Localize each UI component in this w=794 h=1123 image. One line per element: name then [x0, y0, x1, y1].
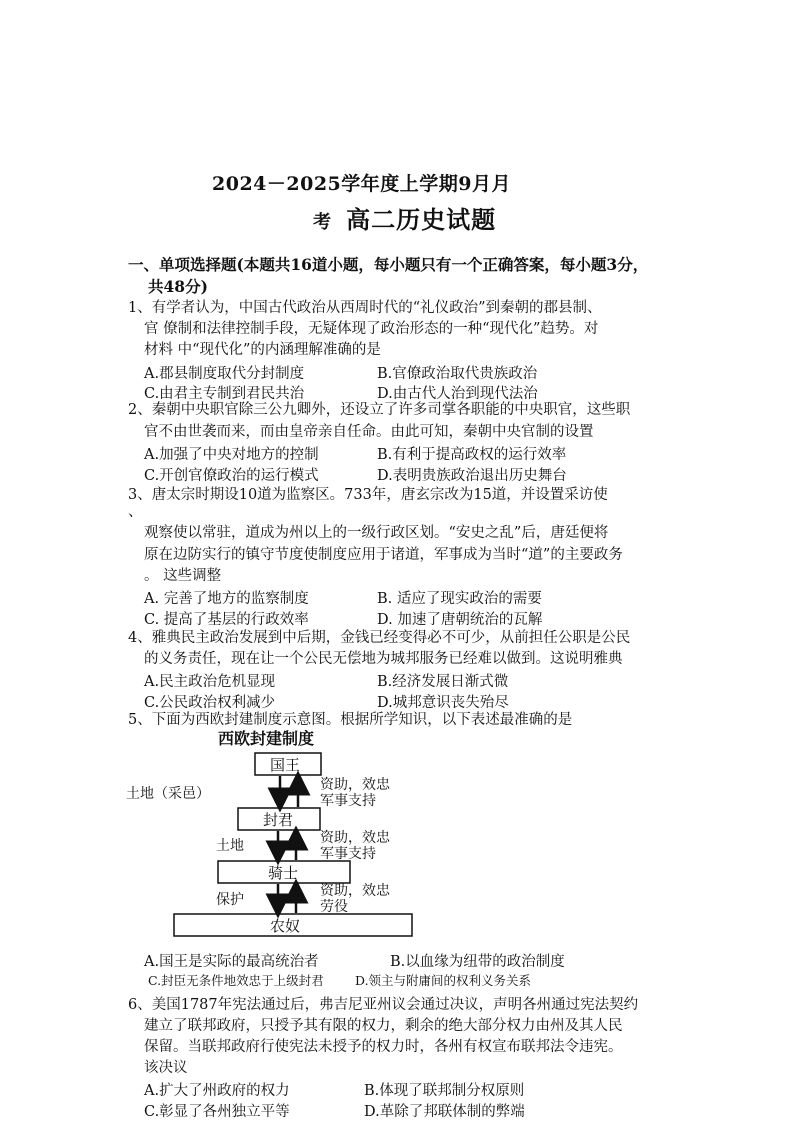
question-2-option-d[interactable]: D.表明贵族政治退出历史舞台 — [377, 468, 567, 484]
question-5-option-a[interactable]: A.国王是实际的最高统治者 — [144, 954, 319, 970]
section-heading: 一、单项选择题(本题共16道小题，每小题只有一个正确答案，每小题3分， — [128, 255, 649, 274]
right-label-1b: 军事支持 — [320, 793, 376, 809]
right-label-3b: 劳役 — [320, 899, 348, 915]
right-label-2b: 军事支持 — [320, 846, 376, 862]
right-label-2a: 资助，效忠 — [320, 830, 390, 846]
question-4-option-c[interactable]: C.公民政治权利减少 — [144, 695, 276, 711]
exam-title-line1: 2024－2025学年度上学期9月月 — [212, 173, 511, 195]
question-5-option-d[interactable]: D.领主与附庸间的权利义务关系 — [355, 973, 532, 988]
question-3-line-4: 原在边防实行的镇守节度使制度应用于诸道，军事成为当时“道”的主要政务 — [144, 547, 623, 563]
question-2-option-c[interactable]: C.开创官僚政治的运行模式 — [144, 468, 319, 484]
diagram-title: 西欧封建制度 — [218, 729, 315, 748]
question-3-line-3: 观察使以常驻，道成为州以上的一级行政区划。“安史之乱”后，唐廷便将 — [144, 525, 609, 541]
question-2-option-a[interactable]: A.加强了中央对地方的控制 — [144, 447, 319, 463]
question-4-option-d[interactable]: D.城邦意识丧失殆尽 — [377, 695, 509, 711]
question-2-option-b[interactable]: B.有利于提高政权的运行效率 — [377, 447, 567, 463]
question-1-line-3: 材料 中“现代化”的内涵理解准确的是 — [144, 342, 381, 358]
section-heading-cont: 共48分) — [148, 277, 208, 296]
question-4-line-1: 4、雅典民主政治发展到中后期，金钱已经变得必不可少，从前担任公职是公民 — [128, 630, 631, 646]
exam-title-main: 高二历史试题 — [346, 205, 497, 234]
exam-title-prefix: 考 — [313, 212, 331, 233]
left-label-1: 土地（采邑） — [126, 786, 210, 802]
question-6-line-1: 6、美国1787年宪法通过后，弗吉尼亚州议会通过决议，声明各州通过宪法契约 — [128, 997, 639, 1013]
question-1-option-d[interactable]: D.由古代人治到现代法治 — [377, 386, 538, 402]
question-2-line-1: 2、秦朝中央职官除三公九卿外，还设立了许多司掌各职能的中央职官，这些职 — [128, 402, 631, 418]
question-1-option-c[interactable]: C.由君主专制到君民共治 — [144, 386, 305, 402]
level-king: 国王 — [270, 756, 301, 774]
question-6-option-c[interactable]: C.彰显了各州独立平等 — [144, 1104, 290, 1120]
question-3-line-5: 。 这些调整 — [144, 568, 222, 584]
question-1-line-1: 1、有学者认为，中国古代政治从西周时代的“礼仪政治”到秦朝的郡县制、 — [128, 300, 602, 316]
question-3-option-b[interactable]: B. 适应了现实政治的需要 — [377, 591, 542, 607]
question-5-option-b[interactable]: B.以血缘为纽带的政治制度 — [390, 954, 565, 970]
question-6-option-b[interactable]: B.体现了联邦制分权原则 — [364, 1083, 525, 1099]
left-label-3: 保护 — [216, 892, 244, 908]
question-4-option-a[interactable]: A.民主政治危机显现 — [144, 674, 276, 690]
question-6-line-2: 建立了联邦政府，只授予其有限的权力，剩余的绝大部分权力由州及其人民 — [144, 1018, 623, 1034]
question-4-line-2: 的义务责任，现在让一个公民无偿地为城邦服务已经难以做到。这说明雅典 — [144, 651, 623, 667]
question-1-line-2: 官 僚制和法律控制手段，无疑体现了政治形态的一种“现代化”趋势。对 — [144, 321, 599, 337]
arrow-pair-3 — [278, 884, 296, 913]
level-lord: 封君 — [263, 811, 294, 829]
right-label-3a: 资助，效忠 — [320, 883, 390, 899]
question-3-line-2: 、 — [128, 504, 143, 520]
right-label-1a: 资助，效忠 — [320, 777, 390, 793]
question-5-line-1: 5、下面为西欧封建制度示意图。根据所学知识，以下表述最准确的是 — [128, 712, 573, 728]
question-3-option-d[interactable]: D. 加速了唐朝统治的瓦解 — [377, 612, 543, 628]
question-6-line-3: 保留。当联邦政府行使宪法未授予的权力时，各州有权宣布联邦法令违宪。 — [144, 1039, 623, 1055]
question-1-option-a[interactable]: A.郡县制度取代分封制度 — [144, 366, 305, 382]
question-4-option-b[interactable]: B.经济发展日渐式微 — [377, 674, 509, 690]
arrow-pair-1 — [280, 776, 298, 807]
feudal-system-diagram — [120, 728, 440, 942]
arrow-pair-2 — [278, 831, 296, 860]
level-serf: 农奴 — [270, 917, 301, 935]
exam-title-line2 — [313, 200, 496, 235]
question-3-line-1: 3、唐太宗时期设10道为监察区。733年，唐玄宗改为15道，并设置采访使 — [128, 487, 608, 503]
question-6-option-d[interactable]: D.革除了邦联体制的弊端 — [364, 1104, 525, 1120]
question-6-line-4: 该决议 — [144, 1060, 188, 1076]
question-2-line-2: 官不由世袭而来，而由皇帝亲自任命。由此可知，秦朝中央官制的设置 — [144, 424, 594, 440]
question-3-option-c[interactable]: C. 提高了基层的行政效率 — [144, 612, 309, 628]
question-6-option-a[interactable]: A.扩大了州政府的权力 — [144, 1083, 290, 1099]
question-5-option-c[interactable]: C.封臣无条件地效忠于上级封君 — [148, 973, 324, 988]
level-knight: 骑士 — [268, 864, 299, 882]
question-1-option-b[interactable]: B.官僚政治取代贵族政治 — [377, 366, 538, 382]
question-3-option-a[interactable]: A. 完善了地方的监察制度 — [144, 591, 309, 607]
left-label-2: 土地 — [216, 838, 244, 854]
